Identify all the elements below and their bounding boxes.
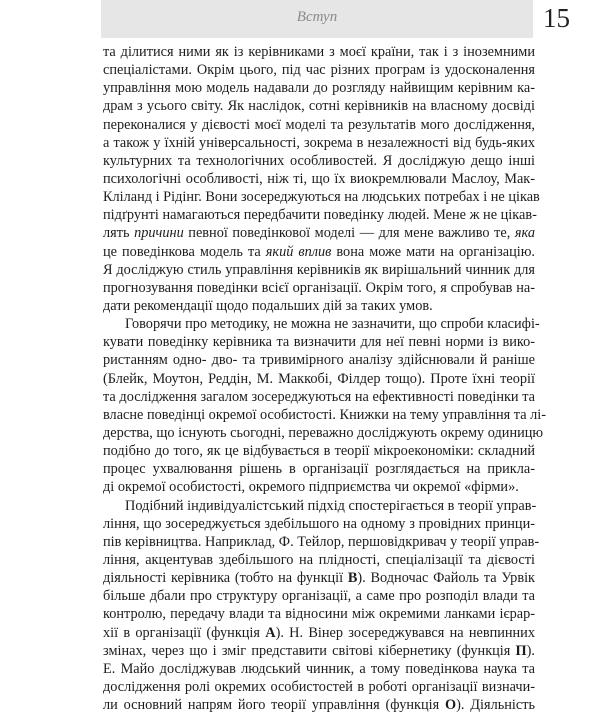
text-line xyxy=(103,297,535,315)
text-line xyxy=(103,261,535,279)
text-line xyxy=(103,696,535,714)
text-line xyxy=(103,660,535,678)
text-run: прогнозування поведінки всієї організації. Окрім того, я спробував на- xyxy=(103,279,535,296)
emphasized-text: яка xyxy=(514,225,535,242)
text-run: управління мою модель надавали до розгляду найвищим керівним ка- xyxy=(103,80,535,97)
text-line xyxy=(103,442,535,460)
text-run: ). xyxy=(526,642,535,659)
text-run: психологічні особливості, ніж ті, що їх виокремлювали Маслоу, Мак- xyxy=(103,170,535,187)
text-line xyxy=(103,642,535,660)
body-text xyxy=(103,43,547,714)
text-run: дерства, що існують сьогодні, переважно досліджують окрему одиницю xyxy=(103,424,544,441)
text-line xyxy=(103,61,535,79)
text-run: подібно до того, як це відбувається в теорії мікроекономіки: складний xyxy=(103,443,535,460)
emphasized-text: П xyxy=(515,642,527,659)
text-line xyxy=(103,97,535,115)
text-run: Е. Майо досліджував людський чинник, а тому поведінкова наука та xyxy=(103,660,535,677)
text-run: а також у їхній універсальності, зокрема в незалежності від будь-яких xyxy=(103,134,535,151)
text-run: ді окремої особистості, окремого підприємства чи окремої «фірми». xyxy=(103,479,519,496)
text-line xyxy=(103,152,535,170)
text-run: це поведінкова модель та xyxy=(103,243,266,260)
text-line xyxy=(103,243,535,261)
text-run: власне поведінці окремої особистості. Книжки на тему управління та лі- xyxy=(103,406,547,423)
text-run: хії в організації (функція xyxy=(103,624,266,641)
chapter-title: Вступ xyxy=(296,9,338,25)
text-line xyxy=(103,424,544,442)
text-run: діяльності керівника (тобто на функції xyxy=(103,570,348,587)
text-run: певної поведінкової моделі — для мене важливо те, xyxy=(183,225,515,242)
emphasized-text: О xyxy=(445,697,457,714)
text-line xyxy=(103,678,535,696)
text-line xyxy=(103,134,535,152)
text-run: Подібний індивідуалістський підхід спостерігається в теорії управ- xyxy=(125,497,537,514)
text-run: кувати поведінку керівника та визначити для неї певні норми із вико- xyxy=(103,334,535,351)
text-line xyxy=(103,188,540,206)
text-line xyxy=(103,315,540,333)
text-line xyxy=(103,515,535,533)
text-line xyxy=(103,224,535,242)
text-line xyxy=(103,388,535,406)
text-line xyxy=(103,624,535,642)
text-run: та дослідження загалом зосереджуються на ефективності поведінки та xyxy=(103,388,535,405)
text-run: Говорячи про методику, не можна не зазначити, що спроби класифі- xyxy=(125,316,540,333)
text-run: ). Діяльність xyxy=(456,697,535,714)
emphasized-text: причини xyxy=(134,225,184,242)
text-line xyxy=(103,43,535,61)
text-line xyxy=(103,79,535,97)
text-run: Я досліджую стиль управління керівників як вирішальний чинник для xyxy=(103,261,535,278)
text-line xyxy=(103,370,535,388)
text-line xyxy=(103,116,535,134)
text-line xyxy=(103,460,535,478)
emphasized-text: який вплив xyxy=(265,243,332,260)
text-line xyxy=(103,206,535,224)
emphasized-text: В xyxy=(347,570,358,587)
text-line xyxy=(103,551,535,569)
text-run: спеціалістами. Окрім цього, під час різних програм із удосконалення xyxy=(103,62,535,79)
text-line xyxy=(103,569,535,587)
text-line xyxy=(103,170,535,188)
text-run: ). Н. Вінер зосереджувався на невпинних xyxy=(275,624,535,641)
emphasized-text: А xyxy=(265,624,276,641)
text-line xyxy=(103,533,540,551)
text-run: ристанням одно- дво- та тривимірного аналізу здійснювали й раніше xyxy=(103,352,535,369)
text-line xyxy=(103,351,535,369)
text-run: Кліланд і Рідінг. Вони зосереджуються на людських потребах і не цікав xyxy=(103,189,540,206)
text-run: лять xyxy=(103,225,135,242)
text-run: та ділитися ними як із керівниками з моєї країни, так і з іноземними xyxy=(103,44,535,60)
text-line xyxy=(103,605,535,623)
text-run: дати рекомендації щодо подальших дій за таких умов. xyxy=(103,297,433,314)
text-run: пів керівництва. Наприклад, Ф. Тейлор, першовідкривач у теорії управ- xyxy=(103,533,540,550)
page-number: 15 xyxy=(543,3,570,33)
text-line xyxy=(103,497,535,515)
text-run: вона може мати на організацію. xyxy=(331,243,535,260)
text-run: дослідження ролі окремих особистостей в роботі організації визначи- xyxy=(103,678,535,695)
text-run: культурних та технологічних особливостей. Я досліджую дещо інші xyxy=(103,152,535,169)
text-run: контролю, передачу влади та відносини між окремими ланками ієрар- xyxy=(103,606,535,623)
text-run: більше дбали про структуру організації, а саме про розподіл влади та xyxy=(103,588,535,605)
text-run: ). Водночас Файоль та Урвік xyxy=(357,570,535,587)
text-run: драм з усього світу. Як наслідок, сотні керівників на власному досвіді xyxy=(103,98,535,115)
text-run: процес ухвалювання рішень в організації розглядається на прикла- xyxy=(103,461,535,478)
running-header xyxy=(101,0,533,38)
text-run: ління, що зосереджується здебільшого на одному з провідних принци- xyxy=(103,515,535,532)
text-line xyxy=(103,333,535,351)
text-run: (Блейк, Моутон, Реддін, М. Маккобі, Філдер тощо). Проте їхні теорії xyxy=(103,370,535,387)
book-page xyxy=(73,0,595,714)
text-line xyxy=(103,406,547,424)
text-run: ління, акцентував здебільшого на плідності, спеціалізації та дієвості xyxy=(103,551,535,568)
text-run: підґрунті намагаються передбачити поведінку людей. Мене ж не цікав- xyxy=(103,207,537,224)
text-run: ли основний напрям його теорії управління (функція xyxy=(103,697,445,714)
text-line xyxy=(103,279,535,297)
text-line xyxy=(103,587,535,605)
text-run: змінах, через що і зміг представити світові кібернетику (функція xyxy=(103,642,516,659)
text-run: переконалися у дієвості моєї моделі та результатів мого дослідження, xyxy=(103,116,535,133)
text-line xyxy=(103,478,535,496)
